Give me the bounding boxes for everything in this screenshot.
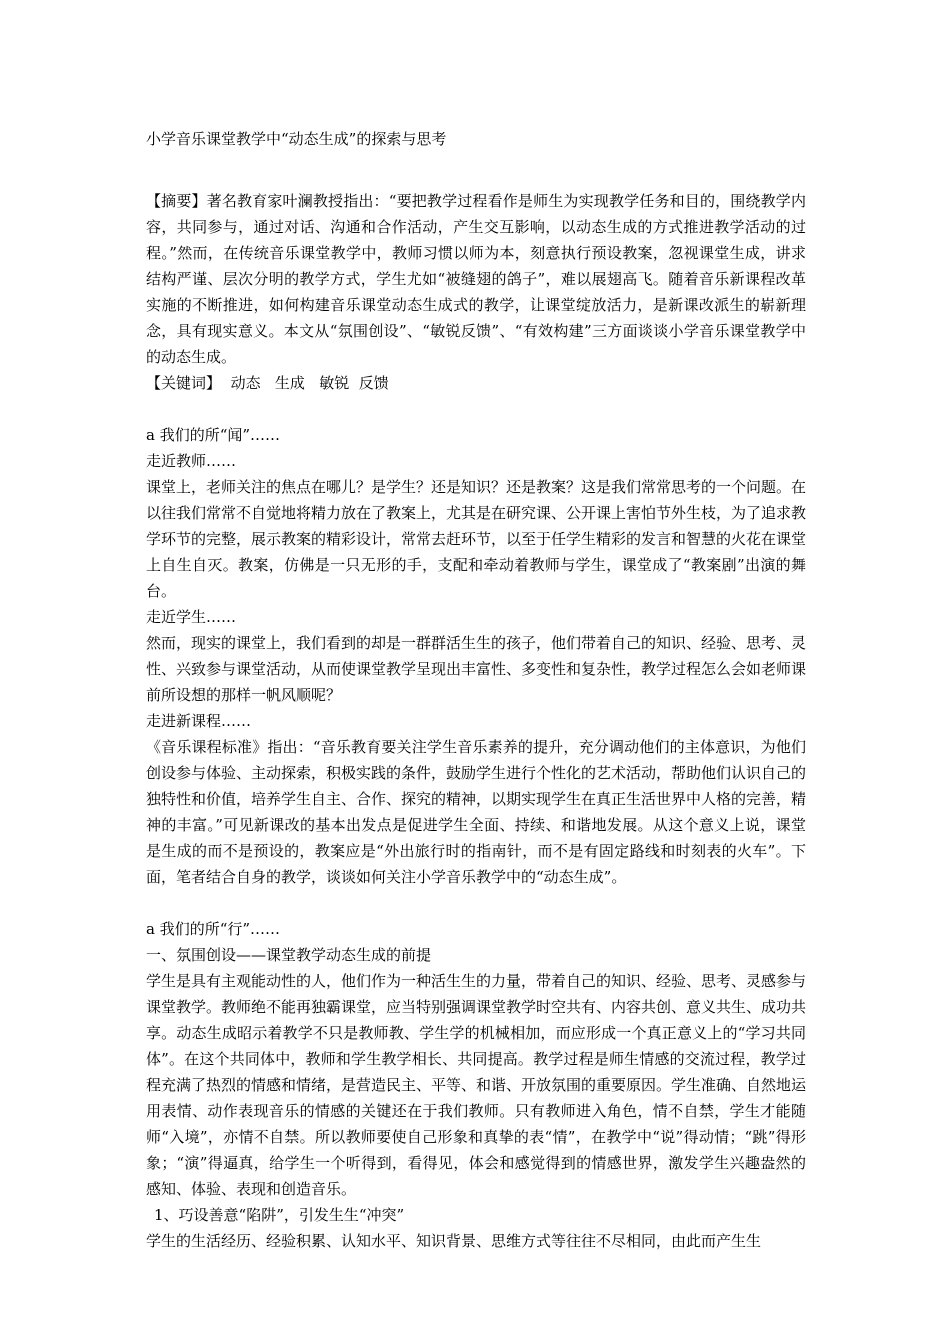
section-heading: a 我们的所“行”…… [146, 920, 281, 938]
document-page [146, 126, 806, 1254]
subheading: 走进新课程…… [146, 712, 252, 730]
keywords-label: 【关键词】 [146, 374, 222, 392]
document-title: 小学音乐课堂教学中“动态生成”的探索与思考 [146, 130, 447, 148]
keyword: 动态 [230, 374, 261, 392]
body-paragraph: 《音乐课程标准》指出：“音乐教育要关注学生音乐素养的提升，充分调动他们的主体意识，为他们创设参与体验、主动探索，积极实践的条件，鼓励学生进行个性化的艺术活动，帮助他们认识自己的独特性和价值，培养学生自主、合作、探究的精神，以期实现学生在真正生活世界中人格的完善，精神的丰富。”可见新课改的基本出发点是促进学生全面、持续、和谐地发展。从这个意义上说，课堂是生成的而不是预设的，教案应是“外出旅行时的指南针，而不是有固定路线和时刻表的火车”。下面，笔者结合自身的教学，谈谈如何关注小学音乐教学中的“动态生成”。 [146, 738, 807, 886]
keyword: 敏锐 [319, 374, 350, 392]
abstract-label: 【摘要】 [146, 192, 207, 210]
keyword: 生成 [274, 374, 305, 392]
body-paragraph: 然而，现实的课堂上，我们看到的却是一群群活生生的孩子，他们带着自己的知识、经验、思考、灵性、兴致参与课堂活动，从而使课堂教学呈现出丰富性、多变性和复杂性，教学过程怎么会如老师课前所设想的那样一帆风顺呢？ [146, 634, 807, 704]
subheading: 一、氛围创设——课堂教学动态生成的前提 [146, 946, 432, 964]
body-paragraph: 学生的生活经历、经验积累、认知水平、知识背景、思维方式等往往不尽相同，由此而产生生 [146, 1232, 762, 1250]
section-heading: a 我们的所“闻”…… [146, 426, 281, 444]
body-paragraph: 课堂上，老师关注的焦点在哪儿？是学生？还是知识？还是教案？这是我们常常思考的一个问题。在以往我们常常不自觉地将精力放在了教案上，尤其是在研究课、公开课上害怕节外生枝，为了追求教学环节的完整，展示教案的精彩设计，常常去赶环节，以至于任学生精彩的发言和智慧的火花在课堂上自生自灭。教案，仿佛是一只无形的手，支配和牵动着教师与学生，课堂成了“教案剧”出演的舞台。 [146, 478, 807, 600]
subheading: 1、巧设善意“陷阱”，引发生生“冲突” [154, 1206, 405, 1224]
body-paragraph: 学生是具有主观能动性的人，他们作为一种活生生的力量，带着自己的知识、经验、思考、灵感参与课堂教学。教师绝不能再独霸课堂，应当特别强调课堂教学时空共有、内容共创、意义共生、成功共享。动态生成昭示着教学不只是教师教、学生学的机械相加，而应形成一个真正意义上的“学习共同体”。在这个共同体中，教师和学生教学相长、共同提高。教学过程是师生情感的交流过程，教学过程充满了热烈的情感和情绪，是营造民主、平等、和谐、开放氛围的重要原因。学生准确、自然地运用表情、动作表现音乐的情感的关键还在于我们教师。只有教师进入角色，情不自禁，学生才能随师“入境”，亦情不自禁。所以教师要使自己形象和真挚的表“情”，在教学中“说”得动情；“跳”得形象；“演”得逼真，给学生一个听得到，看得见，体会和感觉得到的情感世界，激发学生兴趣盎然的感知、体验、表现和创造音乐。 [146, 972, 807, 1198]
keyword: 反馈 [358, 374, 389, 392]
keywords-line [146, 370, 806, 396]
subheading: 走近学生…… [146, 608, 237, 626]
abstract-text: 著名教育家叶澜教授指出：“要把教学过程看作是师生为实现教学任务和目的，围绕教学内容，共同参与，通过对话、沟通和合作活动，产生交互影响，以动态生成的方式推进教学活动的过程。”然而，在传统音乐课堂教学中，教师习惯以师为本，刻意执行预设教案，忽视课堂生成，讲求结构严谨、层次分明的教学方式，学生尤如“被缝翅的鸽子”，难以展翅高飞。随着音乐新课程改革实施的不断推进，如何构建音乐课堂动态生成式的教学，让课堂绽放活力，是新课改派生的崭新理念，具有现实意义。本文从“氛围创设”、“敏锐反馈”、“有效构建”三方面谈谈小学音乐课堂教学中的动态生成。 [146, 192, 806, 366]
abstract-paragraph [146, 188, 806, 370]
subheading: 走近教师…… [146, 452, 237, 470]
